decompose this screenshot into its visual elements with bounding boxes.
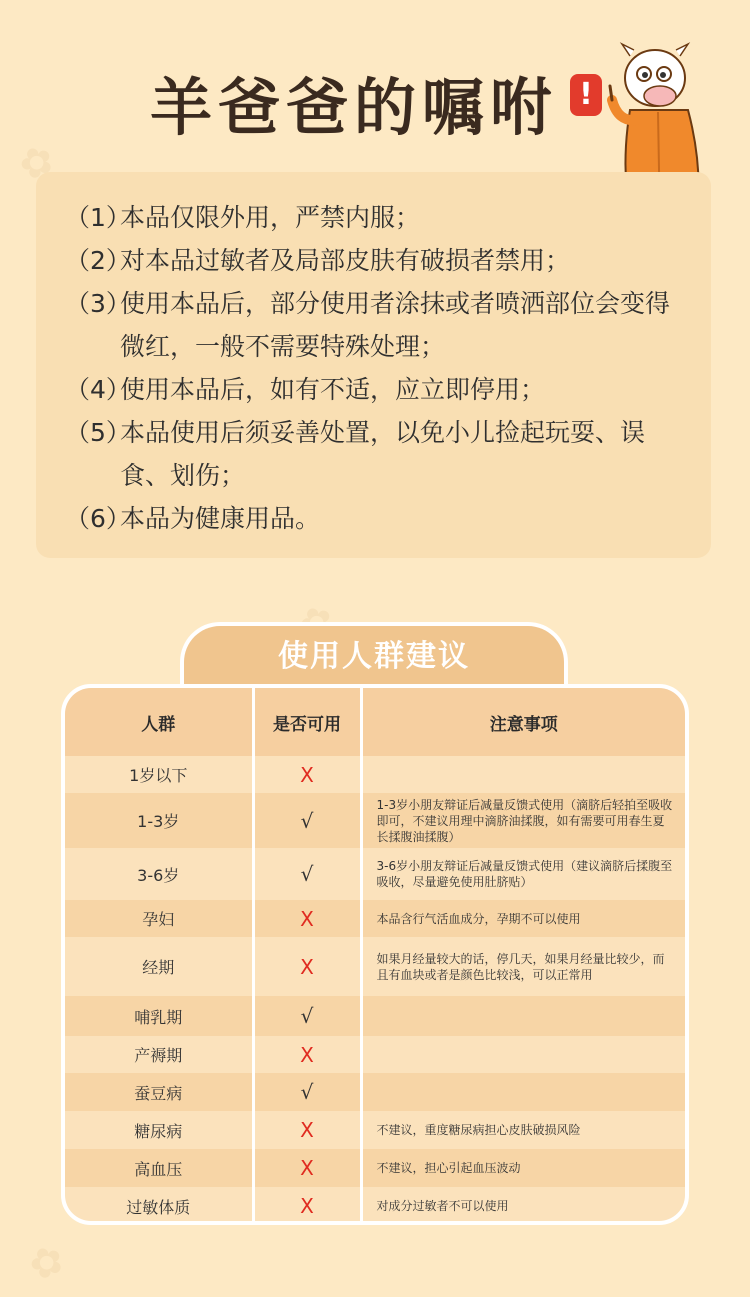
table-row <box>65 1073 685 1111</box>
notice-number: （5） <box>65 418 131 447</box>
group-cell: 经期 <box>65 937 253 996</box>
notice-text: 对本品过敏者及局部皮肤有破损者禁用； <box>120 246 571 275</box>
table-row <box>65 937 685 996</box>
note-cell: 3-6岁小朋友辩证后减量反馈式使用（建议滴脐后揉腹至吸收，尽量避免使用肚脐贴） <box>361 848 685 900</box>
notice-item <box>65 196 685 239</box>
group-cell: 1-3岁 <box>65 793 253 848</box>
table-row <box>65 900 685 937</box>
usable-mark: √ <box>253 793 361 848</box>
table-row <box>65 793 685 848</box>
watermark: ✿ <box>11 135 62 191</box>
note-cell: 本品含行气活血成分，孕期不可以使用 <box>361 900 685 937</box>
table-row <box>65 996 685 1036</box>
column-header-usable: 是否可用 <box>253 688 361 756</box>
usable-mark: X <box>253 937 361 996</box>
page-title: 羊爸爸的嘱咐 <box>150 71 559 144</box>
notice-number: （3） <box>65 289 131 318</box>
usable-mark: X <box>253 1187 361 1225</box>
notice-item <box>65 282 685 368</box>
usage-section-title: 使用人群建议 <box>180 622 568 696</box>
notice-item <box>65 368 685 411</box>
note-cell: 不建议，重度糖尿病担心皮肤破损风险 <box>361 1111 685 1149</box>
usable-mark: X <box>253 1111 361 1149</box>
notice-list <box>65 196 685 540</box>
group-cell: 1岁以下 <box>65 756 253 793</box>
group-cell: 产褥期 <box>65 1036 253 1073</box>
table-row <box>65 1187 685 1225</box>
note-cell: 不建议，担心引起血压波动 <box>361 1149 685 1187</box>
group-cell: 糖尿病 <box>65 1111 253 1149</box>
notice-text: 本品使用后须妥善处置，以免小儿捡起玩耍、误食、划伤； <box>120 418 646 490</box>
notice-item <box>65 239 685 282</box>
usable-mark: X <box>253 1149 361 1187</box>
notice-text: 本品仅限外用，严禁内服； <box>120 203 421 232</box>
notice-number: （1） <box>65 203 131 232</box>
table-row <box>65 756 685 793</box>
notice-number: （6） <box>65 504 131 533</box>
notice-text: 使用本品后，部分使用者涂抹或者喷洒部位会变得微红，一般不需要特殊处理； <box>120 289 671 361</box>
notice-text: 使用本品后，如有不适，应立即停用； <box>120 375 546 404</box>
table-row <box>65 1149 685 1187</box>
note-cell: 对成分过敏者不可以使用 <box>361 1187 685 1225</box>
usable-mark: X <box>253 756 361 793</box>
group-cell: 哺乳期 <box>65 996 253 1036</box>
notice-number: （4） <box>65 375 131 404</box>
column-header-group: 人群 <box>65 688 253 756</box>
usage-table <box>61 684 689 1225</box>
column-header-notes: 注意事项 <box>361 688 685 756</box>
alert-icon: ! <box>570 74 602 116</box>
usable-mark: X <box>253 1036 361 1073</box>
group-cell: 蚕豆病 <box>65 1073 253 1111</box>
table-row <box>65 1036 685 1073</box>
group-cell: 孕妇 <box>65 900 253 937</box>
watermark: ✿ <box>21 1235 72 1291</box>
notice-item <box>65 497 685 540</box>
notice-item <box>65 411 685 497</box>
note-cell <box>361 996 685 1036</box>
group-cell: 高血压 <box>65 1149 253 1187</box>
usable-mark: √ <box>253 1073 361 1111</box>
notice-number: （2） <box>65 246 131 275</box>
table-row <box>65 1111 685 1149</box>
table-row <box>65 848 685 900</box>
usable-mark: √ <box>253 996 361 1036</box>
note-cell <box>361 1036 685 1073</box>
note-cell: 1-3岁小朋友辩证后减量反馈式使用（滴脐后轻拍至吸收即可，不建议用理中滴脐油揉腹，如有需要可用春生夏长揉腹油揉腹） <box>361 793 685 848</box>
note-cell: 如果月经量较大的话，停几天，如果月经量比较少，而且有血块或者是颜色比较浅，可以正常用 <box>361 937 685 996</box>
notice-text: 本品为健康用品。 <box>120 504 321 533</box>
group-cell: 过敏体质 <box>65 1187 253 1225</box>
usable-mark: X <box>253 900 361 937</box>
note-cell <box>361 756 685 793</box>
note-cell <box>361 1073 685 1111</box>
group-cell: 3-6岁 <box>65 848 253 900</box>
usable-mark: √ <box>253 848 361 900</box>
